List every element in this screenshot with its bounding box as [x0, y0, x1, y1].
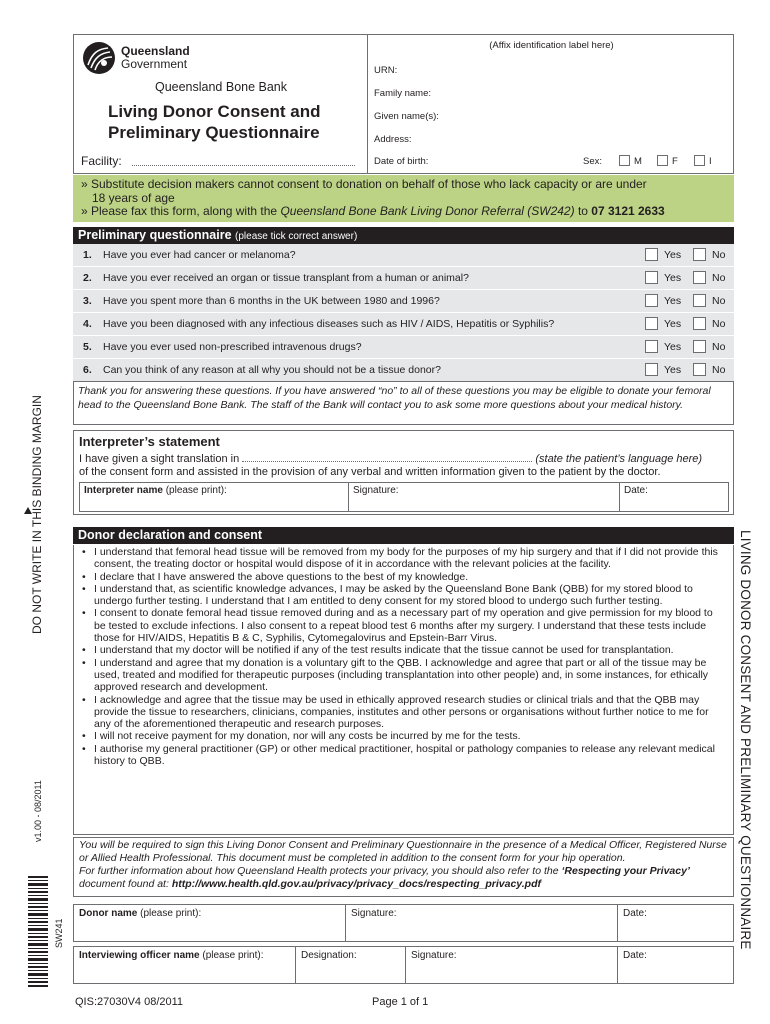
- yes-label: Yes: [664, 318, 682, 330]
- sex-i-checkbox[interactable]: [694, 155, 705, 166]
- officer-date-label: Date:: [623, 950, 647, 961]
- questionnaire-heading-text: Preliminary questionnaire: [78, 228, 232, 242]
- officer-name-hint: (please print):: [199, 950, 264, 961]
- donor-name-label: Donor name: [79, 908, 138, 919]
- form-code: SW241: [54, 918, 64, 948]
- no-checkbox[interactable]: [693, 317, 706, 330]
- yes-label: Yes: [664, 249, 682, 261]
- signing-note-line2-mid: document found at:: [79, 878, 172, 890]
- yes-checkbox[interactable]: [645, 294, 658, 307]
- urn-field[interactable]: URN:: [374, 65, 398, 76]
- sex-m-label: M: [634, 156, 642, 167]
- question-row: [73, 267, 734, 290]
- no-checkbox[interactable]: [693, 248, 706, 261]
- officer-signature-label: Signature:: [411, 950, 457, 961]
- notice-line1: » Substitute decision makers cannot consent to donation on behalf of those who lack capacity or are under: [81, 177, 647, 191]
- version-label: v1.00 - 08/2011: [33, 780, 43, 842]
- arrow-up-icon: [23, 506, 33, 516]
- interpreter-signature-field[interactable]: [348, 482, 620, 512]
- form-title: [108, 101, 321, 143]
- yes-checkbox[interactable]: [645, 271, 658, 284]
- interpreter-section: [73, 430, 734, 515]
- interpreter-name-field[interactable]: [79, 482, 349, 512]
- notice-fax-number: 07 3121 2633: [591, 204, 665, 218]
- declaration-item: • I authorise my general practitioner (GP) or other medical practitioner, hospital or pathology companies to release any relevant medical history to QBB.: [78, 743, 725, 768]
- interpreter-date-field[interactable]: [619, 482, 729, 512]
- notice-referral-form: Queensland Bone Bank Living Donor Referral (SW242): [280, 204, 575, 218]
- yes-checkbox[interactable]: [645, 363, 658, 376]
- binding-margin-note: DO NOT WRITE IN THIS BINDING MARGIN: [30, 395, 44, 634]
- no-checkbox[interactable]: [693, 271, 706, 284]
- declaration-heading: [73, 527, 734, 544]
- family-name-field[interactable]: Family name:: [374, 88, 432, 99]
- yes-label: Yes: [664, 272, 682, 284]
- donor-sign-row: [73, 904, 734, 942]
- affix-label: (Affix identification label here): [489, 40, 614, 51]
- language-field[interactable]: [242, 453, 532, 462]
- questionnaire-heading: [73, 227, 734, 244]
- yes-checkbox[interactable]: [645, 248, 658, 261]
- sex-label: Sex:: [583, 156, 603, 167]
- declaration-item: • I declare that I have answered the above questions to the best of my knowledge.: [78, 571, 725, 583]
- no-label: No: [712, 318, 726, 330]
- address-field[interactable]: Address:: [374, 134, 412, 145]
- declaration-item: • I understand and agree that my donation is a voluntary gift to the QBB. I acknowledge and agree that part or all of the tissue may be used, treated and modified for therapeutic purposes (including transplantation into other people) and, in some instances, for ethically approved research and development.: [78, 657, 725, 694]
- side-title: LIVING DONOR CONSENT AND PRELIMINARY QUESTIONNAIRE: [738, 530, 753, 950]
- notice-line1b: 18 years of age: [92, 190, 175, 205]
- footer-qis: QIS:27030V4 08/2011: [75, 996, 184, 1008]
- questionnaire-heading-note: (please tick correct answer): [235, 231, 358, 242]
- title-line1: Living Donor Consent and: [108, 102, 321, 121]
- declaration-item: • I acknowledge and agree that the tissue may be used in ethically approved research studies or clinical trials and that the QBB may provide the tissue to researchers, clinicians, companies, institutes and other persons or organisations without further notice to me for any of the aforementioned therapeutic and research purposes.: [78, 694, 725, 731]
- privacy-doc-title: ‘Respecting your Privacy’: [561, 865, 690, 877]
- question-row: [73, 244, 734, 267]
- question-row: [73, 359, 734, 382]
- question-text: Have you spent more than 6 months in the UK between 1980 and 1996?: [103, 295, 440, 307]
- privacy-url-link[interactable]: http://www.health.qld.gov.au/privacy/privacy_docs/respecting_privacy.pdf: [171, 878, 541, 890]
- notice-line2-pre: » Please fax this form, along with the: [81, 204, 281, 218]
- sex-m-checkbox[interactable]: [619, 155, 630, 166]
- no-label: No: [712, 272, 726, 284]
- no-label: No: [712, 295, 726, 307]
- question-number: 5.: [83, 341, 92, 353]
- signing-note-line2-pre: For further information about how Queensland Health protects your privacy, you should also refer to the: [79, 865, 562, 877]
- officer-name-label: Interviewing officer name: [79, 950, 200, 961]
- notice-line2: [81, 205, 728, 219]
- question-number: 4.: [83, 318, 92, 330]
- barcode-icon: [28, 876, 48, 988]
- declaration-item: • I will not receive payment for my donation, nor will any costs be incurred by me for the tests.: [78, 730, 725, 742]
- declaration-item: • I understand that, as scientific knowledge advances, I may be asked by the Queensland Bone Bank (QBB) for my stored blood to undergo further testing. I understand that I am entitled to deny consent for my stored blood to undergo such further testing.: [78, 583, 725, 608]
- signing-note: [73, 837, 734, 897]
- declaration-body: [73, 545, 734, 835]
- no-checkbox[interactable]: [693, 340, 706, 353]
- interpreter-line1: [79, 453, 729, 465]
- declaration-item: • I consent to donate femoral head tissue removed during and as a necessary part of my operation and give permission for my blood to be tested to exclude infections. I also consent to a repeat blood test 6 months after my surgery. I understand that these tests include those for HIV/AIDS, Hepatitis B & C, Syphilis, Cytomegalovirus and Epstein-Barr Virus.: [78, 607, 725, 644]
- interpreter-heading: Interpreter’s statement: [79, 434, 220, 449]
- queensland-government-logo: [82, 41, 116, 75]
- declaration-list: [78, 546, 725, 767]
- question-number: 3.: [83, 295, 92, 307]
- officer-name-field[interactable]: [74, 947, 296, 983]
- thanks-note: Thank you for answering these questions. If you have answered “no” to all of these questions you may be eligible to donate your femoral head to the Queensland Bone Bank. The staff of the Bank will contact you to ask some more questions about your medical history.: [73, 381, 734, 425]
- declaration-item: • I understand that my doctor will be notified if any of the test results indicate that the tissue cannot be used for transplantation.: [78, 644, 725, 656]
- question-number: 2.: [83, 272, 92, 284]
- officer-date-field[interactable]: [618, 947, 733, 983]
- given-names-field[interactable]: Given name(s):: [374, 111, 439, 122]
- header-left: [74, 35, 368, 173]
- question-row: [73, 290, 734, 313]
- gov-line2: Government: [121, 57, 188, 71]
- question-text: Have you been diagnosed with any infectious diseases such as HIV / AIDS, Hepatitis or Syphilis?: [103, 318, 555, 330]
- question-text: Have you ever used non-prescribed intravenous drugs?: [103, 341, 362, 353]
- sex-i-label: I: [709, 156, 712, 167]
- donor-name-hint: (please print):: [137, 908, 202, 919]
- yes-label: Yes: [664, 364, 682, 376]
- question-text: Have you ever had cancer or melanoma?: [103, 249, 296, 261]
- interpreter-signature-label: Signature:: [353, 485, 399, 496]
- designation-field[interactable]: [296, 947, 406, 983]
- facility-label: Facility:: [81, 154, 122, 168]
- no-checkbox[interactable]: [693, 363, 706, 376]
- donor-signature-label: Signature:: [351, 908, 397, 919]
- sex-f-label: F: [672, 156, 678, 167]
- officer-signature-field[interactable]: [406, 947, 618, 983]
- no-label: No: [712, 249, 726, 261]
- sex-f-checkbox[interactable]: [657, 155, 668, 166]
- no-checkbox[interactable]: [693, 294, 706, 307]
- declaration-item: • I understand that femoral head tissue will be removed from my body for the purposes of my hip surgery and that if I did not provide this consent, the treating doctor or hospital would dispose of it in accordance with the relevant policies at the facility.: [78, 546, 725, 571]
- question-number: 1.: [83, 249, 92, 261]
- interpreter-line1-pre: I have given a sight translation in: [79, 453, 240, 465]
- yes-label: Yes: [664, 295, 682, 307]
- donor-date-field[interactable]: [618, 905, 733, 941]
- designation-label: Designation:: [301, 950, 357, 961]
- interpreter-line1-post: (state the patient’s language here): [535, 453, 703, 465]
- donor-name-field[interactable]: [74, 905, 346, 941]
- yes-label: Yes: [664, 341, 682, 353]
- no-label: No: [712, 364, 726, 376]
- dob-field[interactable]: Date of birth:: [374, 156, 429, 167]
- title-line2: Preliminary Questionnaire: [108, 123, 320, 142]
- notice-banner: [73, 175, 734, 222]
- question-text: Have you ever received an organ or tissue transplant from a human or animal?: [103, 272, 469, 284]
- question-row: [73, 336, 734, 359]
- notice-line2-mid: to: [574, 204, 592, 218]
- facility-field[interactable]: [132, 165, 355, 166]
- interpreter-line2: of the consent form and assisted in the provision of any verbal and written information given to the patient by the doctor.: [79, 466, 661, 478]
- declaration-heading-text: Donor declaration and consent: [78, 528, 263, 542]
- interpreter-name-label: Interpreter name: [84, 485, 163, 496]
- question-row: [73, 313, 734, 336]
- interpreter-date-label: Date:: [624, 485, 648, 496]
- donor-date-label: Date:: [623, 908, 647, 919]
- bank-name: Queensland Bone Bank: [154, 80, 288, 94]
- footer-page: Page 1 of 1: [372, 996, 429, 1008]
- signing-note-line2: [79, 865, 728, 891]
- yes-checkbox[interactable]: [645, 340, 658, 353]
- signing-note-line1: You will be required to sign this Living Donor Consent and Preliminary Questionnaire in the presence of a Medical Officer, Registered Nurse or Allied Health Professional. This document must be completed in addition to the consent form for your hip operation.: [79, 839, 727, 864]
- gov-line1: Queensland: [121, 44, 190, 58]
- yes-checkbox[interactable]: [645, 317, 658, 330]
- question-text: Can you think of any reason at all why you should not be a tissue donor?: [103, 364, 441, 376]
- interpreter-name-hint: (please print):: [162, 485, 227, 496]
- officer-sign-row: [73, 946, 734, 984]
- header-block: [73, 34, 734, 174]
- donor-signature-field[interactable]: [346, 905, 618, 941]
- question-number: 6.: [83, 364, 92, 376]
- no-label: No: [712, 341, 726, 353]
